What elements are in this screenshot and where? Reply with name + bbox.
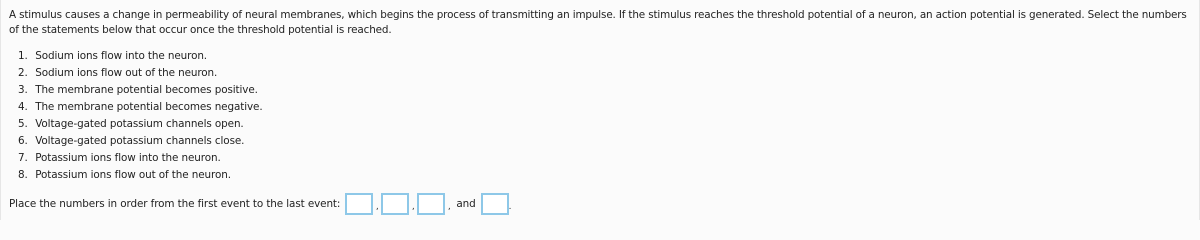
answer-box-3[interactable] (417, 193, 445, 215)
statement-number: 4. (18, 101, 28, 113)
statement-item (18, 167, 263, 184)
statement-number: 8. (18, 169, 28, 181)
question-text: A stimulus causes a change in permeability of neural membranes, which begins the process of transmitting an impulse. If the stimulus reaches the threshold potential of a neuron, an action potential is generated. Select the numbers of the statements below that occur once the threshold potential is reached. (9, 9, 1187, 36)
statement-item (18, 48, 263, 65)
statement-number: 6. (18, 135, 28, 147)
and-label: and (456, 197, 476, 210)
statement-number: 7. (18, 152, 28, 164)
statement-text: Voltage-gated potassium channels close. (35, 135, 245, 147)
comma-separator: , (447, 201, 451, 212)
statement-text: Potassium ions flow into the neuron. (35, 152, 221, 164)
statement-text: Sodium ions flow out of the neuron. (35, 67, 218, 79)
answer-row (9, 191, 517, 217)
comma-separator: , (375, 201, 379, 212)
statement-number: 5. (18, 118, 28, 130)
answer-box-4[interactable] (481, 193, 509, 215)
answer-prompt: Place the numbers in order from the first event to the last event: (9, 197, 341, 210)
statement-text: Sodium ions flow into the neuron. (35, 50, 208, 62)
statement-item (18, 82, 263, 99)
statement-number: 1. (18, 50, 28, 62)
statement-text: Potassium ions flow out of the neuron. (35, 169, 231, 181)
statement-item (18, 150, 263, 167)
statement-item (18, 65, 263, 82)
statement-text: The membrane potential becomes positive. (35, 84, 258, 96)
answer-box-2[interactable] (381, 193, 409, 215)
statement-number: 3. (18, 84, 28, 96)
statement-item (18, 116, 263, 133)
statement-text: The membrane potential becomes negative. (35, 101, 263, 113)
statement-item (18, 133, 263, 150)
statement-list (18, 48, 263, 184)
comma-separator: , (411, 201, 415, 212)
statement-text: Voltage-gated potassium channels open. (35, 118, 244, 130)
answer-box-1[interactable] (345, 193, 373, 215)
end-period: . (508, 201, 512, 212)
statement-number: 2. (18, 67, 28, 79)
statement-item (18, 99, 263, 116)
